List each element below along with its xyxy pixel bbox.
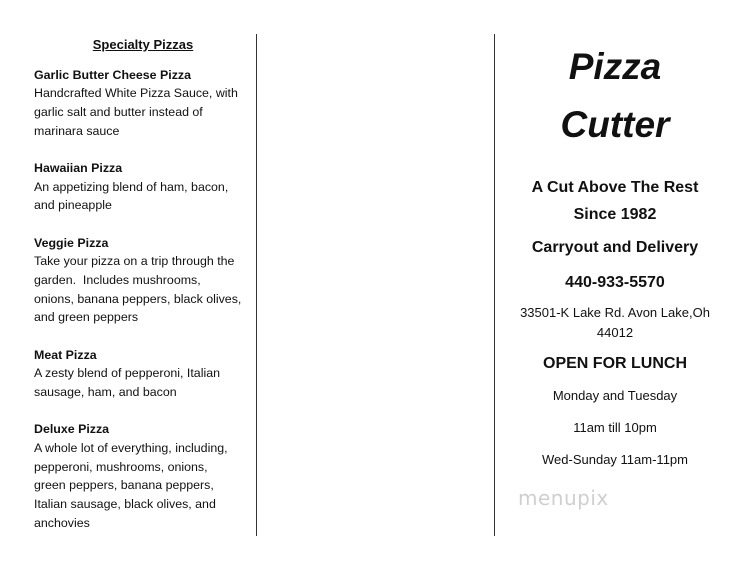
menu-item-veggie	[34, 234, 248, 328]
open-for-lunch-heading: OPEN FOR LUNCH	[543, 355, 687, 372]
menu-item-meat	[34, 346, 248, 402]
tagline-line2: Since 1982	[573, 206, 657, 223]
menu-item-desc-line: onions, banana peppers, black olives,	[34, 291, 242, 306]
menu-item-desc-line: and pineapple	[34, 198, 112, 213]
menu-item-name: Meat Pizza	[34, 347, 97, 362]
menu-item-desc-line: green peppers, banana peppers,	[34, 478, 214, 493]
cover-panel	[505, 38, 725, 467]
brand-name-line1: Pizza	[568, 46, 662, 87]
hours-time: 11am till 10pm	[573, 420, 657, 435]
hours-days: Monday and Tuesday	[552, 388, 678, 403]
panel-divider-left	[256, 34, 257, 536]
menu-item-desc-line: garlic salt and butter instead of	[34, 105, 203, 120]
menu-item-desc-line: pepperoni, mushrooms, onions,	[34, 459, 208, 474]
hours-weekend: Wed-Sunday 11am-11pm	[542, 452, 688, 467]
menu-item-name: Hawaiian Pizza	[34, 161, 123, 176]
menu-item-desc-line: and green peppers	[34, 310, 139, 325]
menu-item-desc-line: Handcrafted White Pizza Sauce, with	[34, 86, 238, 101]
menu-item-name: Deluxe Pizza	[34, 422, 110, 437]
phone-number: 440-933-5570	[565, 274, 665, 291]
specialty-pizzas-heading: Specialty Pizzas	[92, 37, 194, 52]
menu-item-deluxe	[34, 420, 248, 532]
menu-item-desc-line: marinara sauce	[34, 123, 120, 138]
menu-item-desc-line: Take your pizza on a trip through the	[34, 254, 235, 269]
menu-item-garlic-butter-cheese	[34, 66, 248, 141]
specialty-pizzas-panel	[34, 36, 248, 551]
panel-divider-right	[494, 34, 495, 536]
menu-item-desc-line: sausage, ham, and bacon	[34, 385, 177, 400]
menu-item-desc-line: A zesty blend of pepperoni, Italian	[34, 366, 220, 381]
menu-item-desc-line: garden. Includes mushrooms,	[34, 273, 201, 288]
address-line1: 33501-K Lake Rd. Avon Lake,Oh	[520, 305, 710, 320]
address-line2: 44012	[596, 325, 634, 340]
menu-item-desc-line: anchovies	[34, 515, 90, 530]
menu-item-desc-line: An appetizing blend of ham, bacon,	[34, 179, 229, 194]
tagline-line1: A Cut Above The Rest	[531, 179, 699, 196]
menu-item-hawaiian	[34, 159, 248, 215]
services-text: Carryout and Delivery	[531, 239, 699, 256]
menu-item-desc-line: Italian sausage, black olives, and	[34, 497, 216, 512]
menu-item-desc-line: A whole lot of everything, including,	[34, 440, 228, 455]
menu-item-name: Veggie Pizza	[34, 235, 109, 250]
menu-item-name: Garlic Butter Cheese Pizza	[34, 67, 192, 82]
brand-name-line2: Cutter	[560, 104, 670, 145]
menupix-watermark: menupix	[518, 486, 609, 510]
